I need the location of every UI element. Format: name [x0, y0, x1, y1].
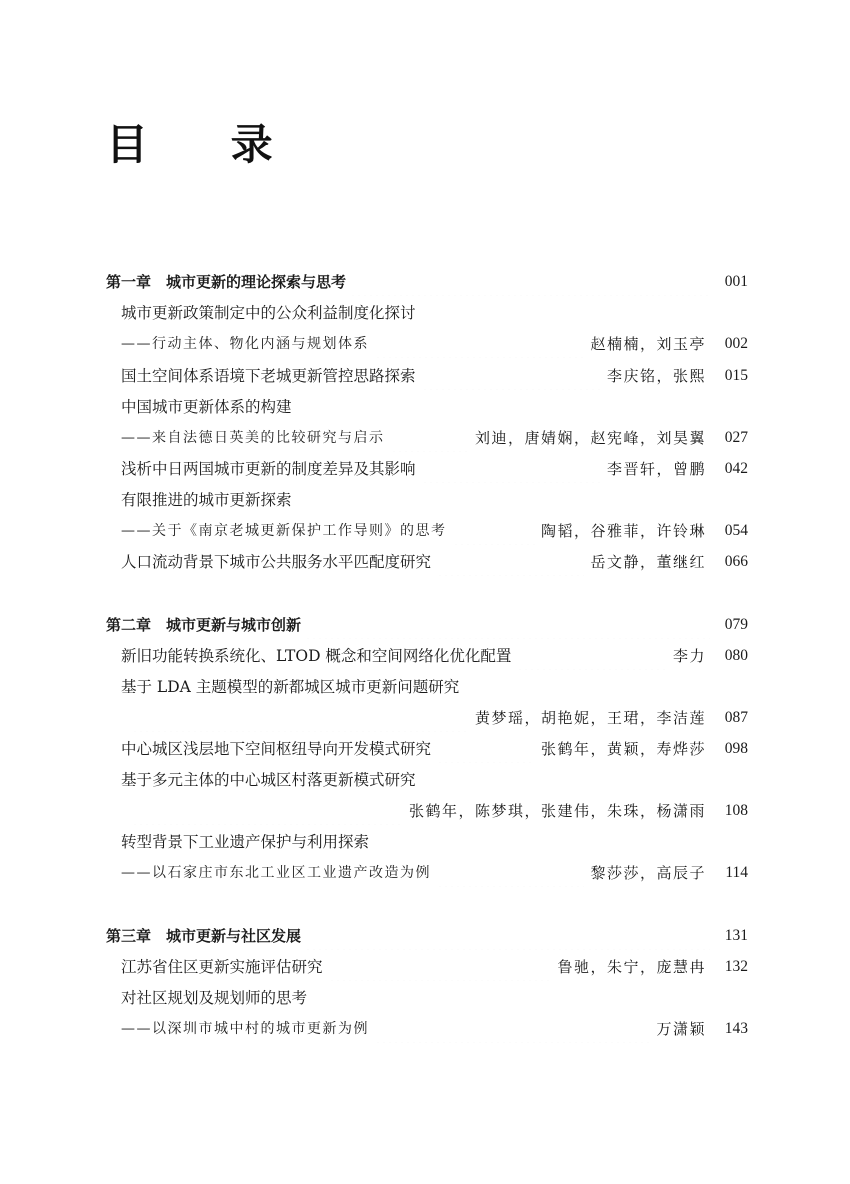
- entry-subtitle: ——关于《南京老城更新保护工作导则》的思考: [121, 523, 447, 539]
- toc-entry-row: [0, 424, 850, 452]
- entry-title: 人口流动背景下城市公共服务水平匹配度研究: [121, 553, 432, 571]
- toc-chapter-row: [0, 611, 850, 639]
- dot-leader: [422, 362, 601, 390]
- entry-title: 浅析中日两国城市更新的制度差异及其影响: [121, 460, 416, 478]
- dot-leader: [305, 611, 710, 639]
- dot-leader: [329, 953, 552, 981]
- page-number: 066: [724, 553, 748, 570]
- dot-leader: [350, 268, 710, 296]
- entry-title: 转型背景下工业遗产保护与利用探索: [121, 833, 370, 851]
- page-number: 087: [724, 709, 748, 726]
- entry-authors: 张鹤年，陈梦琪，张建伟，朱珠，杨潇雨: [408, 802, 706, 820]
- page-number: 131: [724, 927, 748, 944]
- toc-entry-row: [0, 704, 850, 732]
- entry-title: 中国城市更新体系的构建: [121, 398, 292, 416]
- dot-leader: [132, 797, 403, 825]
- page-number: 143: [724, 1020, 748, 1037]
- entry-title: 对社区规划及规划师的思考: [121, 989, 308, 1007]
- dot-leader: [437, 548, 584, 576]
- entry-title: 基于多元主体的中心城区村落更新模式研究: [121, 771, 416, 789]
- toc-entry-row: [0, 953, 850, 981]
- toc-entry-row: [0, 362, 850, 390]
- entry-subtitle: ——行动主体、物化内涵与规划体系: [121, 336, 369, 352]
- chapter-title: 第一章 城市更新的理论探索与思考: [106, 273, 347, 291]
- entry-subtitle: ——来自法德日英美的比较研究与启示: [121, 430, 385, 446]
- entry-authors: 黄梦瑶，胡艳妮，王珺，李洁莲: [474, 709, 706, 727]
- toc-entry-row: [0, 859, 850, 887]
- entry-title: 城市更新政策制定中的公众利益制度化探讨: [121, 304, 416, 322]
- page-number: 098: [724, 740, 748, 757]
- page-number: 079: [724, 616, 748, 633]
- page-number: 108: [724, 802, 748, 819]
- toc-entry-row: [0, 455, 850, 483]
- entry-subtitle: ——以深圳市城中村的城市更新为例: [121, 1021, 369, 1037]
- page-title: 目 录: [106, 120, 307, 169]
- dot-leader: [391, 424, 469, 452]
- entry-authors: 赵楠楠，刘玉亭: [590, 335, 706, 353]
- toc-entry-row: [0, 548, 850, 576]
- toc-entry-row: [0, 642, 850, 670]
- toc-entry-row: [0, 828, 850, 856]
- entry-title: 中心城区浅层地下空间枢纽导向开发模式研究: [121, 740, 432, 758]
- entry-authors: 张鹤年，黄颖，寿烨莎: [540, 740, 706, 758]
- dot-leader: [132, 704, 469, 732]
- entry-authors: 陶韬，谷雅菲，许铃琳: [540, 522, 706, 540]
- toc-entry-row: [0, 673, 850, 701]
- page-number: 002: [724, 335, 748, 352]
- toc-entry-row: [0, 984, 850, 1012]
- page-number: 114: [725, 864, 748, 881]
- dot-leader: [517, 642, 667, 670]
- toc-chapter-row: [0, 922, 850, 950]
- toc-entry-row: [0, 299, 850, 327]
- chapter-title: 第二章 城市更新与城市创新: [106, 616, 302, 634]
- toc-entry-row: [0, 486, 850, 514]
- dot-leader: [453, 517, 535, 545]
- entry-authors: 李庆铭，张熙: [606, 367, 706, 385]
- page-number: 015: [724, 367, 748, 384]
- entry-authors: 刘迪，唐婧娴，赵宪峰，刘昊翼: [474, 429, 706, 447]
- chapter-title: 第三章 城市更新与社区发展: [106, 927, 302, 945]
- page-number: 054: [724, 522, 748, 539]
- toc-entry-row: [0, 1015, 850, 1043]
- entry-title: 有限推进的城市更新探索: [121, 491, 292, 509]
- page-number: 132: [724, 958, 748, 975]
- dot-leader: [437, 735, 535, 763]
- entry-title: 国土空间体系语境下老城更新管控思路探索: [121, 367, 416, 385]
- dot-leader: [422, 455, 601, 483]
- page-number: 080: [724, 647, 748, 664]
- entry-authors: 岳文静，董继红: [590, 553, 706, 571]
- toc-entry-row: [0, 393, 850, 421]
- entry-authors: 李力: [672, 647, 706, 665]
- toc-entry-row: [0, 517, 850, 545]
- entry-title: 基于 LDA 主题模型的新都城区城市更新问题研究: [121, 678, 460, 696]
- entry-title: 江苏省住区更新实施评估研究: [121, 958, 323, 976]
- entry-authors: 李晋轩，曾鹏: [606, 460, 706, 478]
- entry-authors: 黎莎莎，高辰子: [590, 864, 706, 882]
- page-number: 001: [724, 273, 748, 290]
- toc-entry-row: [0, 330, 850, 358]
- toc-entry-row: [0, 797, 850, 825]
- entry-subtitle: ——以石家庄市东北工业区工业遗产改造为例: [121, 865, 431, 881]
- dot-leader: [305, 922, 710, 950]
- entry-authors: 万潇颖: [656, 1020, 706, 1038]
- toc-entry-row: [0, 735, 850, 763]
- toc-entry-row: [0, 766, 850, 794]
- page-number: 027: [724, 429, 748, 446]
- page-number: 042: [724, 460, 748, 477]
- toc-chapter-row: [0, 268, 850, 296]
- entry-title: 新旧功能转换系统化、LTOD 概念和空间网络化优化配置: [121, 647, 512, 665]
- dot-leader: [437, 859, 584, 887]
- entry-authors: 鲁驰，朱宁，庞慧冉: [557, 958, 706, 976]
- dot-leader: [375, 1015, 650, 1043]
- dot-leader: [375, 330, 584, 358]
